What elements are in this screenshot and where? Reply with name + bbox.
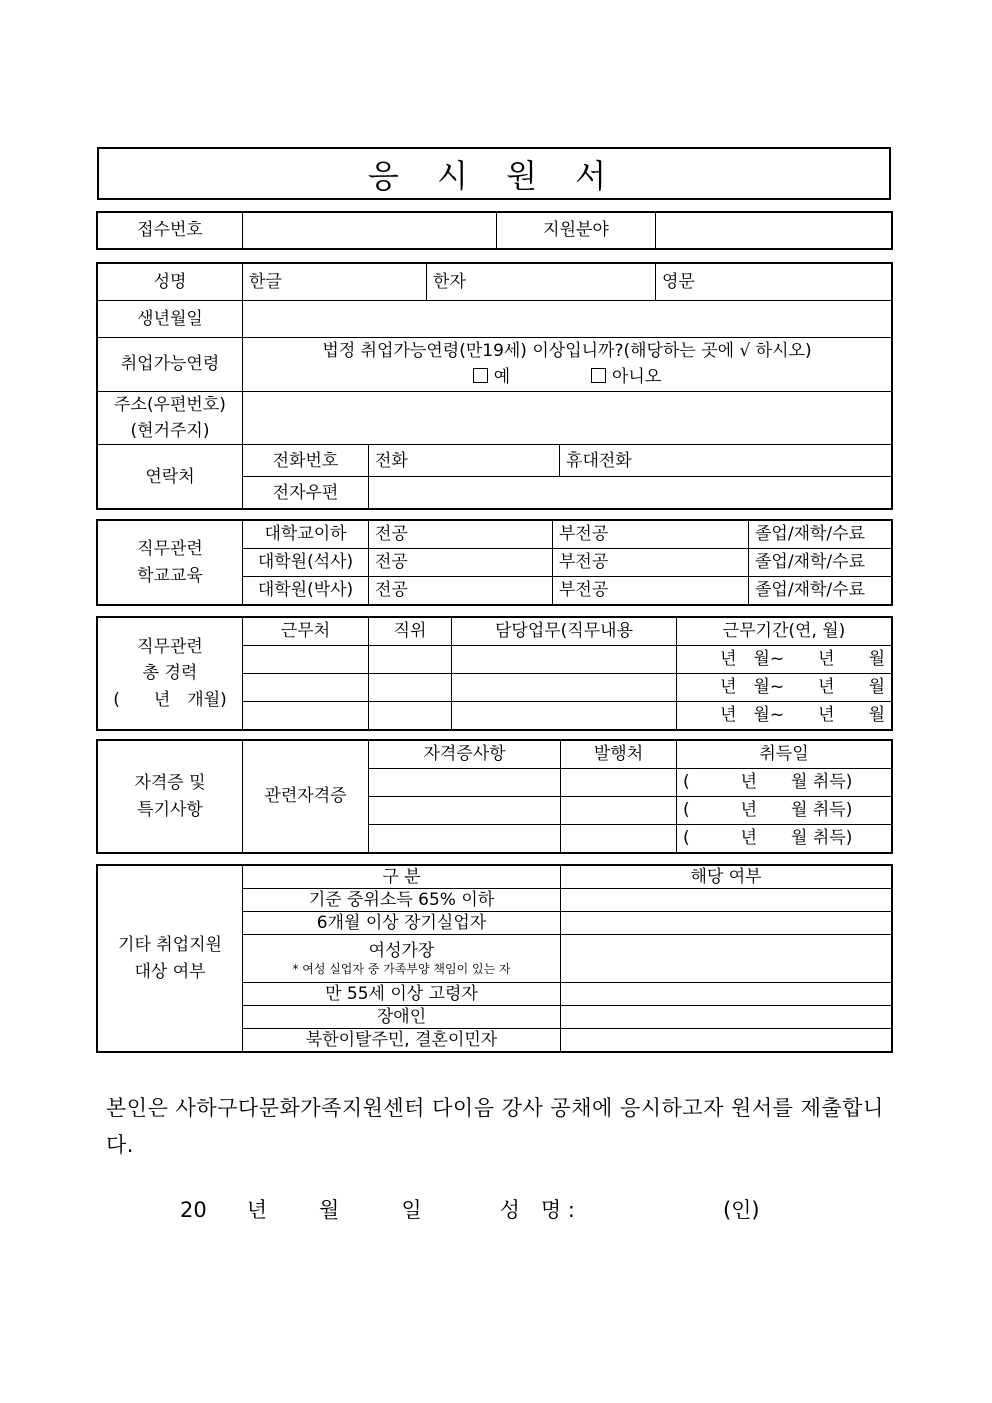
education-sublabel: 학교교육 xyxy=(137,565,203,586)
minor-field[interactable]: 부전공 xyxy=(553,549,749,577)
education-level: 대학원(석사) xyxy=(243,549,369,577)
signature-name-label: 성 명 : xyxy=(499,1198,575,1222)
year-prefix: 20 xyxy=(180,1198,207,1222)
support-category: 장애인 xyxy=(243,1006,561,1029)
signature-line xyxy=(180,1194,760,1224)
license-header-name: 자격증사항 xyxy=(369,741,561,769)
workplace-field[interactable] xyxy=(243,702,369,730)
name-label: 성명 xyxy=(98,264,243,301)
position-field[interactable] xyxy=(369,674,452,702)
apply-field-input[interactable] xyxy=(656,213,892,249)
address-field[interactable] xyxy=(243,391,892,445)
license-label-cell xyxy=(98,741,243,853)
related-license-label: 관련자격증 xyxy=(243,741,369,853)
license-header-issuer: 발행처 xyxy=(561,741,677,769)
address-label-cell xyxy=(98,391,243,445)
education-table xyxy=(97,520,892,605)
support-category: 만 55세 이상 고령자 xyxy=(243,983,561,1006)
support-category: 여성가장 xyxy=(368,940,435,961)
age-question-cell xyxy=(243,338,892,392)
no-label: 아니오 xyxy=(612,367,662,388)
license-issuer-field[interactable] xyxy=(561,825,677,853)
license-date-field[interactable]: ( 년 월 취득) xyxy=(677,797,892,825)
period-field[interactable]: 년 월~ 년 월 xyxy=(677,674,892,702)
license-table xyxy=(97,740,892,853)
address-label: 주소(우편번호) xyxy=(114,394,226,415)
phone-field[interactable]: 전화 xyxy=(369,445,560,477)
minor-field[interactable]: 부전공 xyxy=(553,577,749,605)
license-sublabel: 특기사항 xyxy=(137,799,203,820)
career-sublabel: 총 경력 xyxy=(142,663,198,684)
education-level: 대학원(박사) xyxy=(243,577,369,605)
career-header-position: 직위 xyxy=(369,618,452,646)
period-field[interactable]: 년 월~ 년 월 xyxy=(677,646,892,674)
duty-field[interactable] xyxy=(452,702,677,730)
workplace-field[interactable] xyxy=(243,674,369,702)
year-unit: 년 xyxy=(246,1198,268,1222)
education-level: 대학교이하 xyxy=(243,521,369,549)
support-category-female-head-cell xyxy=(243,935,561,983)
license-name-field[interactable] xyxy=(369,769,561,797)
minor-field[interactable]: 부전공 xyxy=(553,521,749,549)
career-label: 직무관련 xyxy=(137,636,203,657)
position-field[interactable] xyxy=(369,702,452,730)
form-title: 응 시 원 서 xyxy=(97,147,891,200)
name-hanja-field[interactable]: 한자 xyxy=(427,264,656,301)
license-label: 자격증 및 xyxy=(134,773,206,794)
duty-field[interactable] xyxy=(452,674,677,702)
month-unit: 월 xyxy=(319,1198,340,1222)
support-category: 기준 중위소득 65% 이하 xyxy=(243,889,561,912)
personal-table xyxy=(97,263,892,509)
period-field[interactable]: 년 월~ 년 월 xyxy=(677,702,892,730)
female-head-note: * 여성 실업자 중 가족부양 책임이 있는 자 xyxy=(292,961,511,976)
career-table xyxy=(97,617,892,730)
apply-field-label: 지원분야 xyxy=(497,213,656,249)
name-hangul-field[interactable]: 한글 xyxy=(243,264,427,301)
education-status[interactable]: 졸업/재학/수료 xyxy=(749,521,892,549)
education-label-cell xyxy=(98,521,243,605)
license-issuer-field[interactable] xyxy=(561,797,677,825)
support-sublabel: 대상 여부 xyxy=(134,961,206,982)
support-applicable-field[interactable] xyxy=(561,935,892,983)
support-applicable-field[interactable] xyxy=(561,983,892,1006)
duty-field[interactable] xyxy=(452,646,677,674)
career-total: ( 년 개월) xyxy=(113,689,227,710)
phone-label: 전화번호 xyxy=(243,445,369,477)
email-label: 전자우편 xyxy=(243,477,369,509)
receipt-table xyxy=(97,212,892,249)
email-field[interactable] xyxy=(369,477,892,509)
support-header-applicable: 해당 여부 xyxy=(561,866,892,889)
contact-label: 연락처 xyxy=(98,445,243,509)
seal-mark: (인) xyxy=(722,1198,760,1222)
support-applicable-field[interactable] xyxy=(561,1006,892,1029)
position-field[interactable] xyxy=(369,646,452,674)
major-field[interactable]: 전공 xyxy=(369,521,553,549)
age-question: 법정 취업가능연령(만19세) 이상입니까?(해당하는 곳에 √ 하시오) xyxy=(322,341,812,361)
license-date-field[interactable]: ( 년 월 취득) xyxy=(677,769,892,797)
support-applicable-field[interactable] xyxy=(561,889,892,912)
no-checkbox[interactable] xyxy=(591,368,606,383)
receipt-no-input[interactable] xyxy=(243,213,497,249)
pledge-text: 본인은 사하구다문화가족지원센터 다이음 강사 공채에 응시하고자 원서를 제출합니다. xyxy=(106,1096,884,1157)
address-sublabel: (현거주지) xyxy=(130,421,210,442)
license-name-field[interactable] xyxy=(369,797,561,825)
major-field[interactable]: 전공 xyxy=(369,577,553,605)
education-status[interactable]: 졸업/재학/수료 xyxy=(749,577,892,605)
support-category: 6개월 이상 장기실업자 xyxy=(243,912,561,935)
license-issuer-field[interactable] xyxy=(561,769,677,797)
support-label: 기타 취업지원 xyxy=(118,935,222,956)
yes-label: 예 xyxy=(493,367,511,388)
mobile-field[interactable]: 휴대전화 xyxy=(560,445,892,477)
support-category: 북한이탈주민, 결혼이민자 xyxy=(243,1029,561,1052)
day-unit: 일 xyxy=(401,1198,422,1222)
support-applicable-field[interactable] xyxy=(561,1029,892,1052)
birth-field[interactable] xyxy=(243,301,892,338)
career-header-period: 근무기간(연, 월) xyxy=(677,618,892,646)
major-field[interactable]: 전공 xyxy=(369,549,553,577)
education-status[interactable]: 졸업/재학/수료 xyxy=(749,549,892,577)
career-header-duty: 담당업무(직무내용 xyxy=(452,618,677,646)
receipt-no-label: 접수번호 xyxy=(98,213,243,249)
workplace-field[interactable] xyxy=(243,646,369,674)
name-english-field[interactable]: 영문 xyxy=(656,264,892,301)
support-table xyxy=(97,865,892,1052)
support-header-category: 구 분 xyxy=(243,866,561,889)
career-header-workplace: 근무처 xyxy=(243,618,369,646)
license-name-field[interactable] xyxy=(369,825,561,853)
education-label: 직무관련 xyxy=(137,539,203,560)
license-date-field[interactable]: ( 년 월 취득) xyxy=(677,825,892,853)
age-label: 취업가능연령 xyxy=(98,338,243,392)
yes-checkbox[interactable] xyxy=(473,368,488,383)
birth-label: 생년월일 xyxy=(98,301,243,338)
support-applicable-field[interactable] xyxy=(561,912,892,935)
support-label-cell xyxy=(98,866,243,1052)
career-label-cell xyxy=(98,618,243,730)
license-header-date: 취득일 xyxy=(677,741,892,769)
